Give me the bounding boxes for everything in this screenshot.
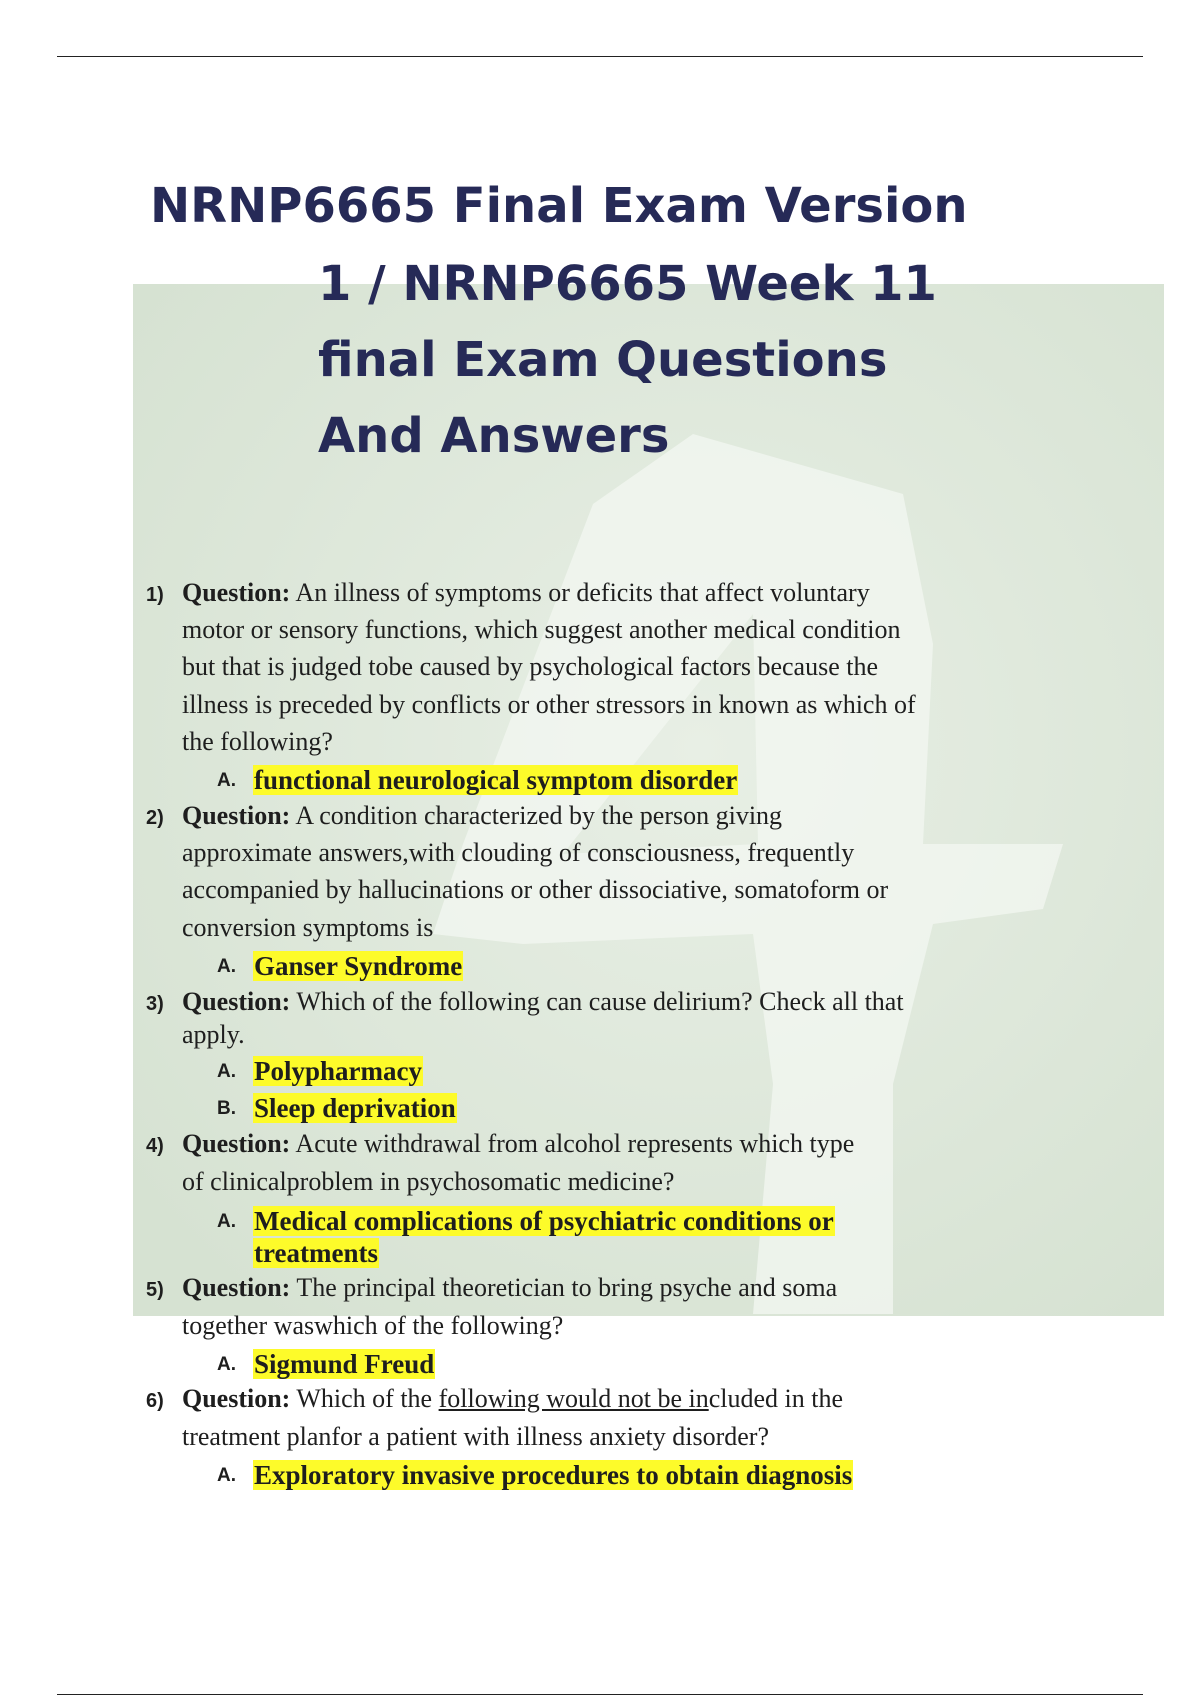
document-title-line-2: 1 / NRNP6665 Week 11 (318, 256, 937, 312)
question-label: Question: (182, 1129, 291, 1158)
question-text-line: the following? (182, 727, 333, 756)
highlighted-answer: Medical complications of psychiatric conditions or (254, 1206, 834, 1236)
answer-letter: A. (217, 770, 236, 791)
question-text: An illness of symptoms or deficits that affect voluntary (295, 578, 870, 607)
question-number: 4) (146, 1135, 164, 1157)
question-text: Which of the following can cause delirium? Check all that (296, 987, 904, 1016)
question-text-line: of clinicalproblem in psychosomatic medicine? (182, 1167, 675, 1196)
answer-letter: B. (217, 1098, 236, 1119)
top-rule (57, 56, 1143, 57)
question-number: 1) (146, 584, 164, 606)
question-text-line (182, 1129, 854, 1159)
question-text-line (182, 801, 782, 831)
question-number: 5) (146, 1279, 164, 1301)
question-number: 2) (146, 807, 164, 829)
highlighted-answer: Sigmund Freud (254, 1349, 435, 1379)
question-text-line: accompanied by hallucinations or other dissociative, somatoform or (182, 875, 889, 904)
question-text-line: approximate answers,with clouding of consciousness, frequently (182, 838, 855, 867)
document-title-line-4: And Answers (318, 408, 670, 464)
question-text: A condition characterized by the person giving (295, 801, 783, 830)
bottom-rule (57, 1694, 1143, 1695)
question-text: Acute withdrawal from alcohol represents which type (295, 1129, 855, 1158)
question-text-line: motor or sensory functions, which suggest another medical condition (182, 615, 901, 644)
question-text-line: illness is preceded by conflicts or other stressors in known as which of (182, 690, 916, 719)
question-text-line: conversion symptoms is (182, 913, 434, 942)
question-label: Question: (182, 987, 291, 1016)
question-label: Question: (182, 578, 291, 607)
underlined-text: following would not be in (438, 1384, 709, 1413)
answer-letter: A. (217, 956, 236, 977)
question-text-line: treatment planfor a patient with illness anxiety disorder? (182, 1422, 769, 1451)
question-text-line (182, 578, 870, 608)
highlighted-answer: Sleep deprivation (254, 1093, 456, 1123)
question-label: Question: (182, 1384, 291, 1413)
question-label: Question: (182, 801, 291, 830)
question-label: Question: (182, 1273, 291, 1302)
question-text-line (182, 1384, 843, 1414)
highlighted-answer: Ganser Syndrome (254, 951, 463, 981)
question-number: 6) (146, 1390, 164, 1412)
question-text-line (182, 987, 904, 1017)
question-text-line: but that is judged tobe caused by psychological factors because the (182, 652, 879, 681)
answer-letter: A. (217, 1465, 236, 1486)
question-text-line: apply. (182, 1020, 245, 1049)
highlighted-answer-continued: treatments (254, 1238, 378, 1268)
document-title-line-1: NRNP6665 Final Exam Version (150, 178, 968, 234)
question-text-line (182, 1273, 837, 1303)
answer-letter: A. (217, 1211, 236, 1232)
question-number: 3) (146, 993, 164, 1015)
question-text: cluded in the (708, 1384, 843, 1413)
highlighted-answer: functional neurological symptom disorder (254, 765, 738, 795)
document-title-line-3: final Exam Questions (318, 332, 888, 388)
question-text-line: together waswhich of the following? (182, 1311, 564, 1340)
highlighted-answer: Polypharmacy (254, 1056, 422, 1086)
answer-letter: A. (217, 1061, 236, 1082)
answer-letter: A. (217, 1354, 236, 1375)
question-text: Which of the (296, 1384, 439, 1413)
highlighted-answer: Exploratory invasive procedures to obtain diagnosis (254, 1460, 853, 1490)
question-text: The principal theoretician to bring psyche and soma (296, 1273, 838, 1302)
